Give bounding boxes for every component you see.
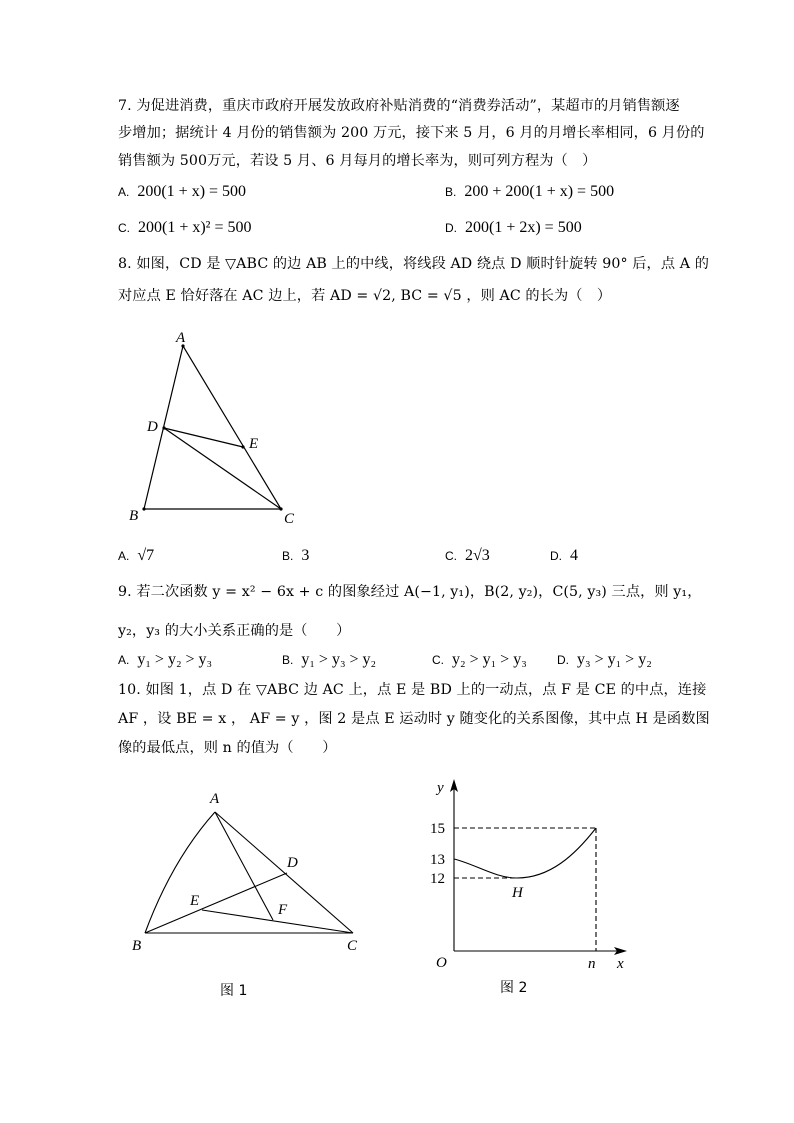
q7-line-3: 销售额为 500万元，若设 5 月、6 月每月的增长率为，则可列方程为（ ） [118, 153, 597, 169]
option-value: 4 [570, 547, 578, 564]
option-label: A. [118, 653, 130, 667]
q8-text-1: 如图，CD 是 ▽ABC 的边 AB 上的中线，将线段 AD 绕点 D 顺时针旋转 90° 后，点 A 的 [136, 256, 709, 272]
origin-label: O [436, 955, 447, 971]
q8-line-2: 对应点 E 恰好落在 AC 边上，若 AD = √2, BC = √5 ，则 AC 的长为（ ） [118, 288, 612, 304]
option-label: D. [550, 549, 562, 563]
option-label: A. [118, 185, 130, 199]
option-value: √7 [137, 547, 155, 564]
q10-number: 10. [118, 682, 141, 698]
option-value: y₁ > y₃ > y₂ [301, 651, 377, 668]
figure-1-caption: 图 1 [220, 983, 248, 999]
option-label: B. [282, 653, 294, 667]
y-axis-label: y [437, 780, 444, 796]
min-point-label-h: H [512, 885, 523, 901]
option-value: 200(1 + x) = 500 [137, 183, 247, 200]
q7-line-2: 步增加；据统计 4 月份的销售额为 200 万元，接下来 5 月，6 月的月增长率相同，6 月份的 [118, 125, 705, 141]
q10-text-1: 如图 1，点 D 在 ▽ABC 边 AC 上，点 E 是 BD 上的一动点，点 F 是 CE 的中点，连接 [145, 682, 707, 698]
option-value: y₃ > y₁ > y₂ [577, 651, 652, 668]
option-label: D. [445, 221, 457, 235]
option-value: 2√3 [465, 547, 490, 564]
point-label-e: E [190, 893, 200, 909]
option-value: 200 + 200(1 + x) = 500 [464, 183, 615, 200]
point-label-c: C [284, 511, 295, 527]
point-label-d: D [287, 855, 298, 871]
point-label-c: C [347, 938, 358, 954]
q9-number: 9. [118, 584, 132, 600]
point-label-e: E [249, 436, 259, 452]
option-value: 3 [301, 547, 310, 564]
y-tick-13: 13 [430, 852, 445, 868]
point-label-a: A [210, 791, 220, 807]
option-label: B. [445, 185, 457, 199]
option-value: y₁ > y₂ > y₃ [137, 651, 213, 668]
option-label: C. [432, 653, 444, 667]
x-tick-n: n [588, 956, 596, 972]
option-label: D. [557, 653, 569, 667]
option-value: 200(1 + 2x) = 500 [465, 219, 582, 236]
option-label: A. [118, 549, 130, 563]
y-tick-15: 15 [430, 821, 445, 837]
point-label-b: B [132, 938, 142, 954]
option-label: C. [118, 221, 130, 235]
q10-line-2: AF ，设 BE = x ， AF = y ，图 2 是点 E 运动时 y 随变化的关系图像，其中点 H 是函数图 [118, 711, 710, 727]
function-curve [454, 828, 596, 878]
point-label-a: A [176, 330, 186, 346]
y-tick-12: 12 [430, 871, 445, 887]
point-label-f: F [278, 902, 288, 918]
option-label: C. [445, 549, 457, 563]
figure-2-caption: 图 2 [500, 980, 528, 996]
point-label-b: B [129, 508, 139, 524]
option-label: B. [282, 549, 294, 563]
option-value: 200(1 + x)² = 500 [138, 219, 252, 236]
q10-line-3: 像的最低点，则 n 的值为（ ） [118, 740, 337, 756]
x-axis-label: x [617, 956, 624, 972]
q7-number: 7. [118, 98, 132, 114]
q8-number: 8. [118, 256, 132, 272]
option-value: y₂ > y₁ > y₃ [452, 651, 527, 668]
q9-line-2: y₂，y₃ 的大小关系正确的是（ ） [118, 623, 351, 639]
q9-text-1: 若二次函数 y = x² − 6x + c 的图象经过 A(−1, y₁)，B(2, y₂)，C(5, y₃) 三点，则 y₁， [136, 584, 702, 600]
q7-text-1: 为促进消费，重庆市政府开展发放政府补贴消费的“消费券活动”，某超市的月销售额逐 [136, 98, 680, 114]
point-label-d: D [147, 419, 158, 435]
